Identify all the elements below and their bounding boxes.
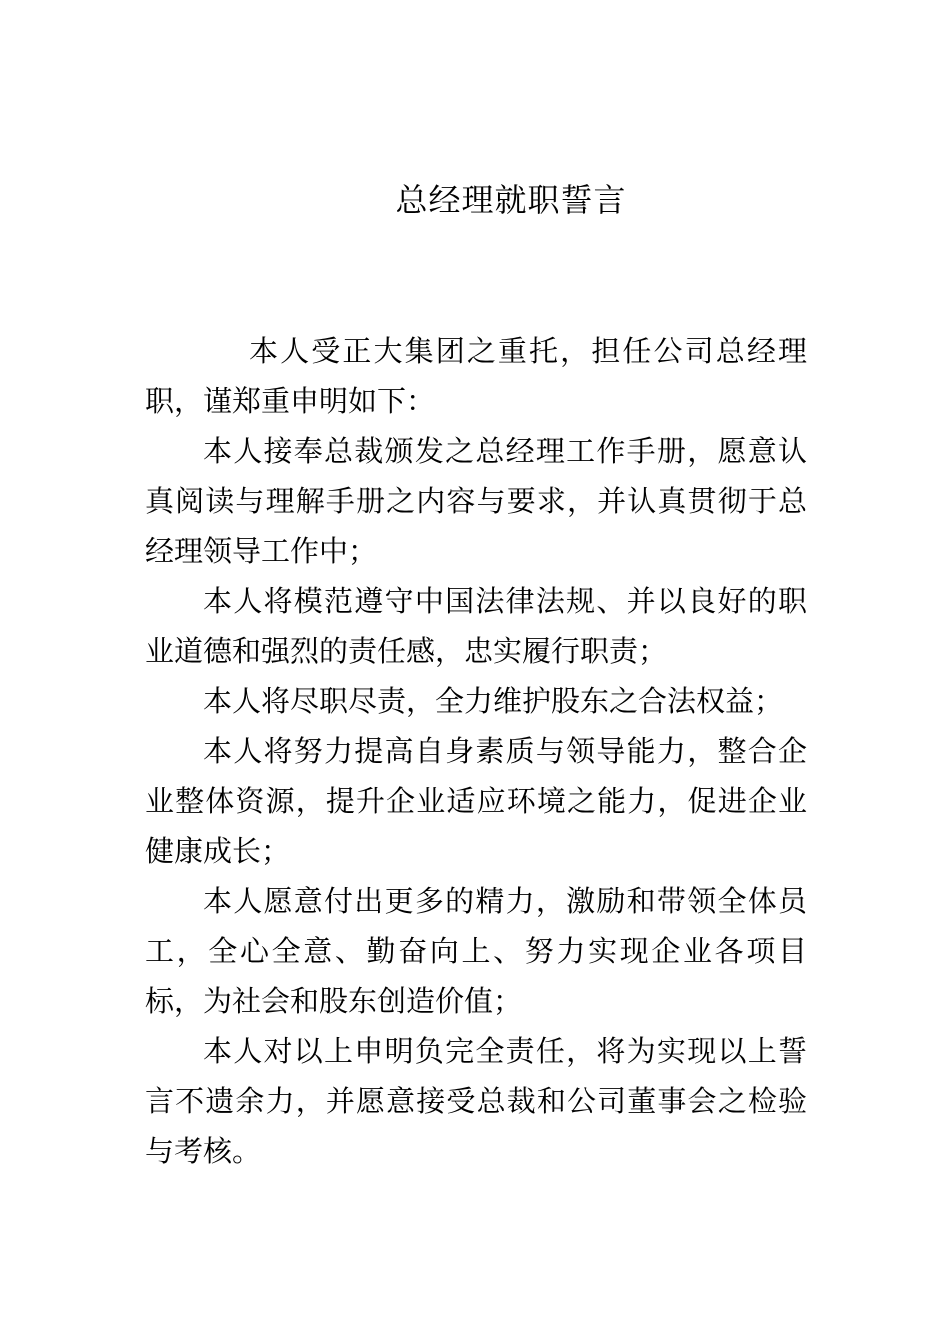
paragraph-4: 本人将尽职尽责，全力维护股东之合法权益；: [203, 684, 784, 718]
paragraph-5: 本人将努力提高自身素质与领导能力，整合企业整体资源，提升企业适应环境之能力，促进企业健康成长；: [145, 734, 807, 868]
document-title: 总经理就职誓言: [395, 181, 627, 219]
paragraph-1: 本人受正大集团之重托，担任公司总经理职，谨郑重申明如下：: [145, 334, 807, 418]
paragraph-3: 本人将模范遵守中国法律法规、并以良好的职业道德和强烈的责任感，忠实履行职责；: [145, 584, 807, 668]
paragraph-6: 本人愿意付出更多的精力，激励和带领全体员工，全心全意、勤奋向上、努力实现企业各项目标，为社会和股东创造价值；: [145, 884, 807, 1018]
paragraph-2: 本人接奉总裁颁发之总经理工作手册，愿意认真阅读与理解手册之内容与要求，并认真贯彻于总经理领导工作中；: [145, 434, 807, 568]
document-body: [145, 326, 807, 1176]
paragraph-7: 本人对以上申明负完全责任，将为实现以上誓言不遗余力，并愿意接受总裁和公司董事会之检验与考核。: [145, 1034, 807, 1168]
